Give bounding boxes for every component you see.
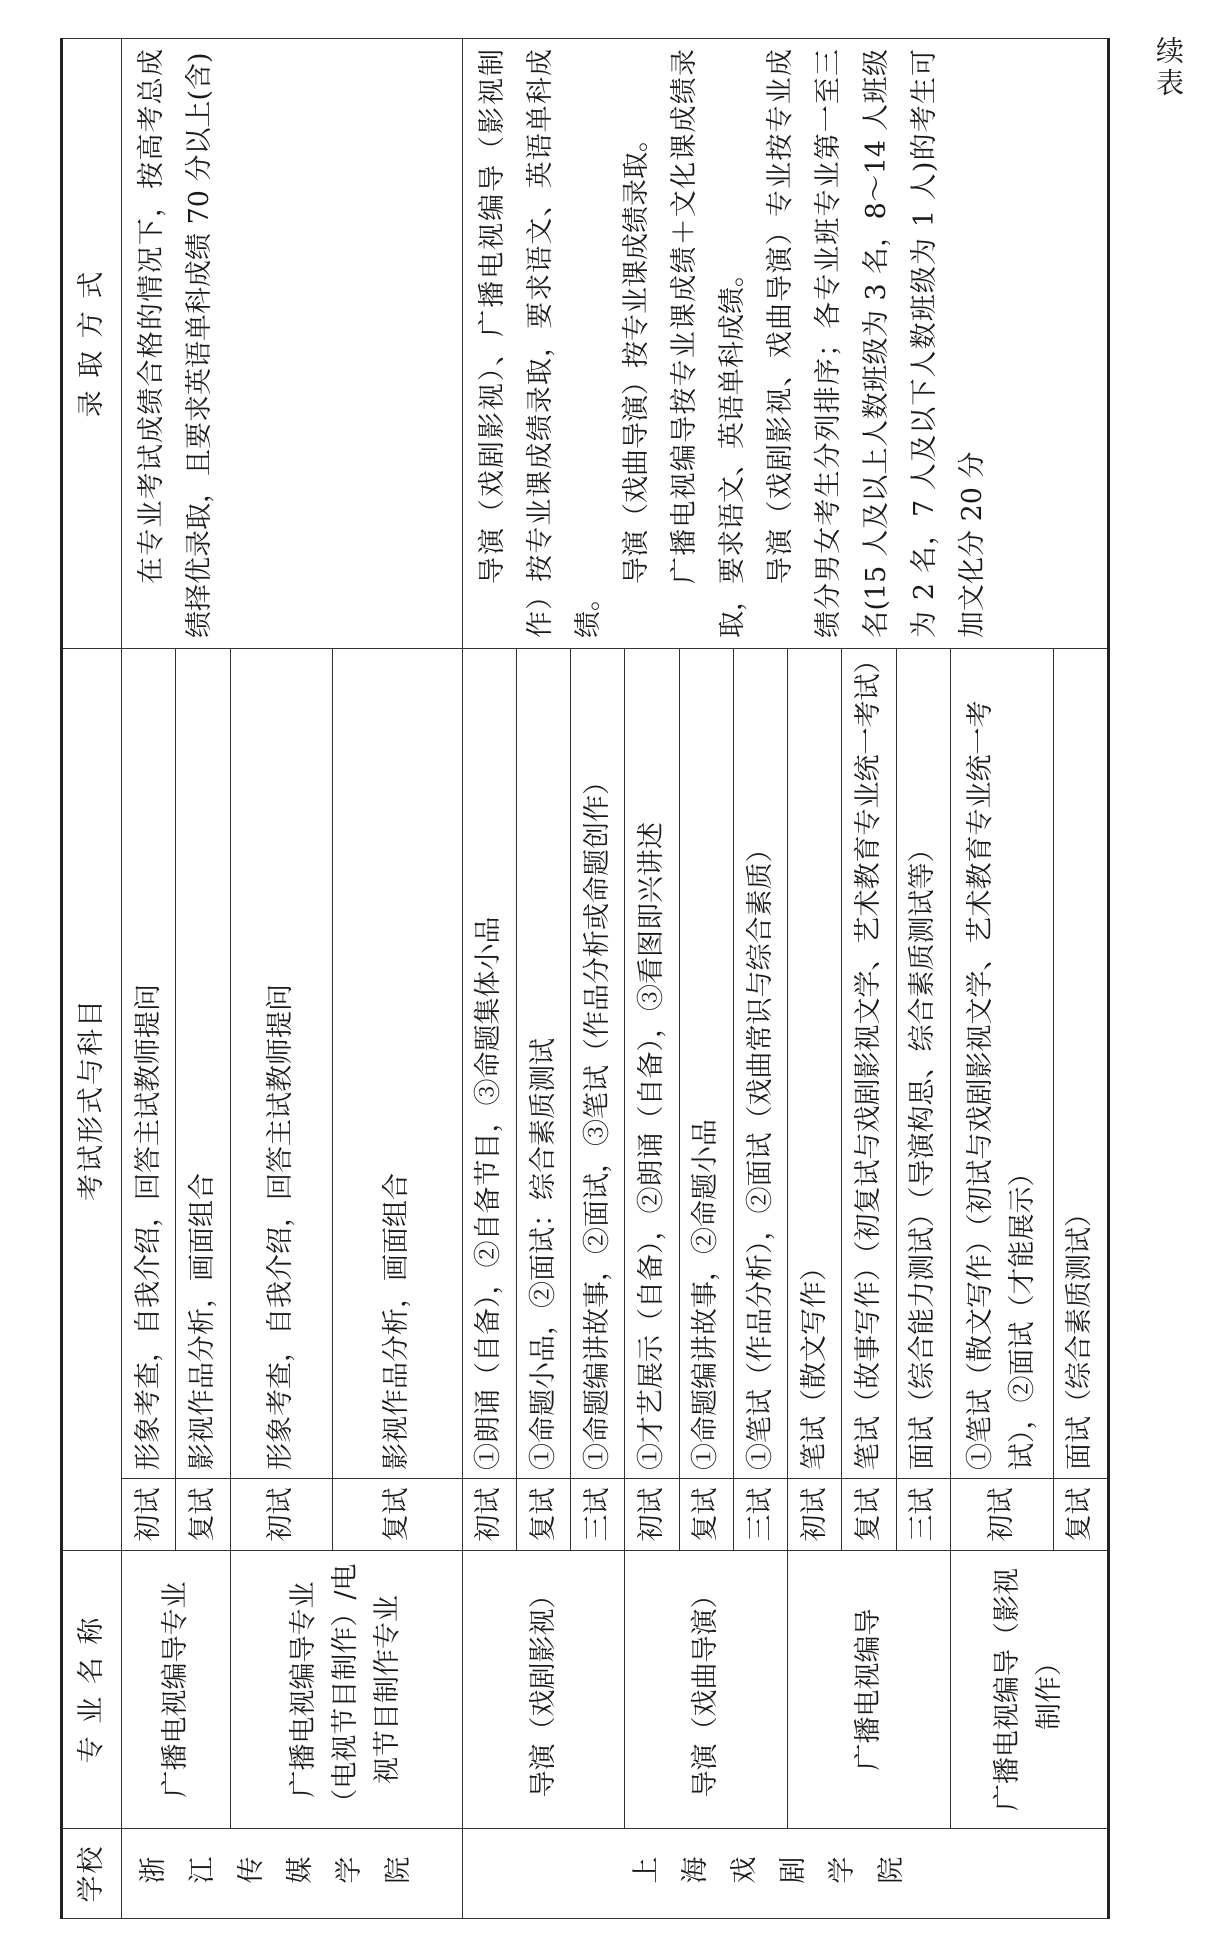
- exam-round: 复试: [679, 1479, 733, 1551]
- exam-subjects: 影视作品分析，画面组合: [176, 649, 230, 1479]
- exam-round: 初试: [230, 1479, 332, 1551]
- admissions-table: [60, 38, 1110, 1919]
- exam-round: 初试: [625, 1479, 679, 1551]
- exam-subjects: ①笔试（作品分析），②面试（戏曲常识与综合素质）: [733, 649, 787, 1479]
- admission-paragraph: 在专业考试成绩合格的情况下，按高考总成绩择优录取，且要求英语单科成绩 70 分以上(含): [136, 49, 216, 638]
- exam-subjects: ①才艺展示（自备），②朗诵（自备），③看图即兴讲述: [625, 649, 679, 1479]
- exam-subjects: 面试（综合素质测试）: [1053, 649, 1108, 1479]
- school-name: 上海戏剧学院: [631, 1857, 926, 1889]
- exam-subjects: 影视作品分析，画面组合: [332, 649, 462, 1479]
- exam-subjects: 形象考查，自我介绍，回答主试教师提问: [230, 649, 332, 1479]
- exam-round: 三试: [733, 1479, 787, 1551]
- continued-label: 续表: [1152, 36, 1185, 100]
- exam-round: 复试: [516, 1479, 570, 1551]
- major-cell: 广播电视编导: [788, 1551, 951, 1829]
- major-cell: 广播电视编导专业（电视节目制作）/电视节目制作专业: [230, 1551, 462, 1829]
- exam-round: 初试: [122, 1479, 176, 1551]
- exam-subjects: ①命题编讲故事，②命题小品: [679, 649, 733, 1479]
- header-exam: 考试形式与科目: [62, 649, 122, 1551]
- exam-round: 三试: [571, 1479, 625, 1551]
- exam-subjects: 笔试（散文写作）: [788, 649, 842, 1479]
- school-cell: [462, 1829, 1108, 1919]
- admission-paragraph: 广播电视编导按专业课成绩＋文化课成绩录取，要求语文、英语单科成绩。: [668, 49, 748, 638]
- exam-subjects: 形象考查，自我介绍，回答主试教师提问: [122, 649, 176, 1479]
- admission-cell: [462, 39, 1108, 649]
- admissions-table-rotated: [60, 39, 1110, 1919]
- exam-subjects: ①笔试（散文写作）（初试与戏剧影视文学、艺术教育专业统一考试），②面试（才能展示）: [950, 649, 1053, 1479]
- exam-subjects: ①朗诵（自备），②自备节目，③命题集体小品: [462, 649, 516, 1479]
- exam-round: 三试: [896, 1479, 950, 1551]
- exam-round: 复试: [176, 1479, 230, 1551]
- major-cell: 导演（戏曲导演）: [625, 1551, 788, 1829]
- school-cell: [122, 1829, 463, 1919]
- major-cell: 广播电视编导专业: [122, 1551, 231, 1829]
- table-header-row: [62, 39, 122, 1919]
- admission-paragraph: 导演（戏曲导演）按专业课成绩录取。: [620, 125, 652, 584]
- exam-subjects: 笔试（故事写作）（初复试与戏剧影视文学、艺术教育专业统一考试）: [842, 649, 896, 1479]
- exam-round: 复试: [332, 1479, 462, 1551]
- table-row: [122, 39, 176, 1919]
- header-admission: 录 取 方 式: [62, 39, 122, 649]
- exam-round: 初试: [950, 1479, 1053, 1551]
- header-school: 学校: [62, 1829, 122, 1919]
- exam-subjects: ①命题编讲故事，②面试，③笔试（作品分析或命题创作）: [571, 649, 625, 1479]
- exam-round: 初试: [462, 1479, 516, 1551]
- exam-round: 初试: [788, 1479, 842, 1551]
- major-cell: 导演（戏剧影视）: [462, 1551, 625, 1829]
- school-name: 浙江传媒学院: [138, 1857, 433, 1889]
- exam-round: 复试: [842, 1479, 896, 1551]
- header-major: 专 业 名 称: [62, 1551, 122, 1829]
- exam-subjects: ①命题小品，②面试：综合素质测试: [516, 649, 570, 1479]
- exam-round: 复试: [1053, 1479, 1108, 1551]
- admission-paragraph: 导演（戏剧影视）、广播电视编导（影视制作）按专业课成绩录取，要求语文、英语单科成绩。: [476, 49, 604, 638]
- major-cell: 广播电视编导（影视制作）: [950, 1551, 1108, 1829]
- exam-subjects: 面试（综合能力测试）（导演构思、综合素质测试等）: [896, 649, 950, 1479]
- admission-cell: [122, 39, 463, 649]
- admission-paragraph: 导演（戏剧影视、戏曲导演）专业按专业成绩分男女考生分列排序；各专业班专业第一至三名(15 人及以上人数班级为 3 名，8～14 人班级为 2 名，7 人及以下人数班级为 1 人)的考生可加文化分 20 分: [764, 49, 989, 638]
- table-row: [462, 39, 516, 1919]
